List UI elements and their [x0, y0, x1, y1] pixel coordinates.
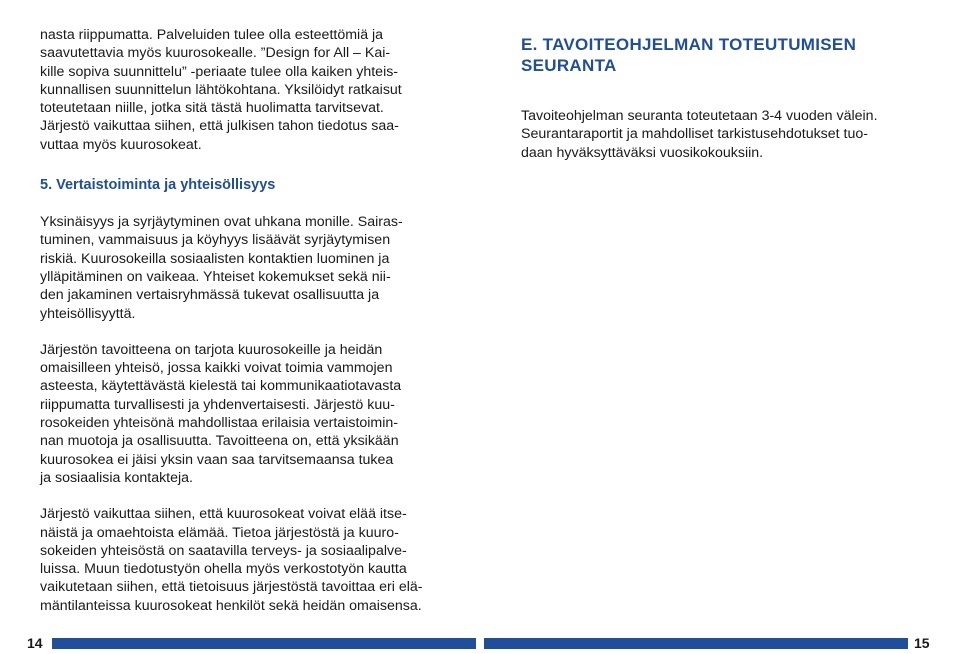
- text-line: nasta riippumatta. Palveluiden tulee olla esteettömiä ja: [40, 27, 384, 43]
- text-line: saavutettavia myös kuurosokealle. ”Design for All – Kai-: [40, 45, 391, 62]
- text-line: sokeiden yhteisöstä on saatavilla terveys- ja sosiaalipalve-: [40, 542, 407, 559]
- right-column: [521, 34, 921, 162]
- text-line: Tavoiteohjelman seuranta toteutetaan 3-4 vuoden välein.: [521, 108, 878, 124]
- section-heading-5: 5. Vertaistoiminta ja yhteisöllisyys: [40, 177, 276, 194]
- paragraph-monitoring: [521, 107, 921, 162]
- text-line: den jakaminen vertaisryhmässä tukevat osallisuutta ja: [40, 287, 380, 304]
- text-line: ja sosiaalisia kontakteja.: [40, 469, 193, 486]
- heading-line: SEURANTA: [521, 56, 617, 75]
- text-line: omaisilleen yhteisö, jossa kaikki voivat toimia vammojen: [40, 360, 393, 377]
- page-number-left: 14: [27, 635, 43, 651]
- text-line: vuttaa myös kuurosokeat.: [40, 136, 202, 153]
- text-line: riskiä. Kuurosokeilla sosiaalisten kontaktien luominen ja: [40, 250, 390, 267]
- paragraph-loneliness: [40, 213, 460, 323]
- text-line: daan hyväksyttäväksi vuosikokouksiin.: [521, 144, 764, 161]
- footer-bar-left: [52, 638, 476, 649]
- page-footer: [0, 634, 960, 654]
- text-line: Järjestö vaikuttaa siihen, että kuurosokeat voivat elää itse-: [40, 506, 407, 523]
- text-line: nan muotoja ja osallisuutta. Tavoitteena on, että yksikään: [40, 433, 399, 450]
- text-line: Seurantaraportit ja mahdolliset tarkistusehdotukset tuo-: [521, 126, 868, 143]
- text-line: kuurosokea ei jäisi yksin vaan saa tarvitsemaansa tukea: [40, 451, 394, 468]
- footer-bar-right: [484, 638, 908, 649]
- text-line: Järjestön tavoitteena on tarjota kuurosokeille ja heidän: [40, 341, 383, 358]
- paragraph-accessibility: [40, 26, 460, 154]
- section-heading-e: [521, 34, 921, 76]
- text-line: toteutetaan niille, jotka sitä tästä huolimatta tarvitsevat.: [40, 100, 384, 117]
- text-line: tuminen, vammaisuus ja köyhyys lisäävät syrjäytymisen: [40, 232, 391, 249]
- text-line: kille sopiva suunnittelu” -periaate tulee olla kaiken yhteis-: [40, 63, 399, 80]
- text-line: riippumatta turvallisesti ja yhdenvertaisesti. Järjestö kuu-: [40, 396, 395, 413]
- text-line: ylläpitäminen on vaikeaa. Yhteiset kokemukset sekä nii-: [40, 268, 391, 285]
- text-line: Yksinäisyys ja syrjäytyminen ovat uhkana monille. Sairas-: [40, 214, 403, 231]
- text-line: näistä ja omaehtoista elämää. Tietoa järjestöstä ja kuuro-: [40, 524, 399, 541]
- text-line: yhteisöllisyyttä.: [40, 305, 136, 322]
- paragraph-community-goal: [40, 341, 460, 487]
- text-line: kunnallisen suunnittelun lähtökohtana. Yksilöidyt ratkaisut: [40, 81, 402, 98]
- heading-line: E. TAVOITEOHJELMAN TOTEUTUMISEN: [521, 35, 857, 54]
- text-line: rosokeiden yhteisönä mahdollistaa erilaisia vertaistoimin-: [40, 415, 399, 432]
- left-column: [40, 26, 460, 615]
- page-number-right: 15: [914, 635, 930, 651]
- paragraph-independence: [40, 505, 460, 615]
- text-line: vaikutetaan siihen, että tietoisuus järjestöstä tavoittaa eri elä-: [40, 579, 423, 596]
- text-line: mäntilanteissa kuurosokeat henkilöt sekä heidän omaisensa.: [40, 597, 422, 614]
- text-line: Järjestö vaikuttaa siihen, että julkisen tahon tiedotus saa-: [40, 118, 399, 135]
- text-line: luissa. Muun tiedotustyön ohella myös verkostotyön kautta: [40, 561, 407, 578]
- text-line: asteesta, käytettävästä kielestä tai kommunikaatiotavasta: [40, 378, 402, 395]
